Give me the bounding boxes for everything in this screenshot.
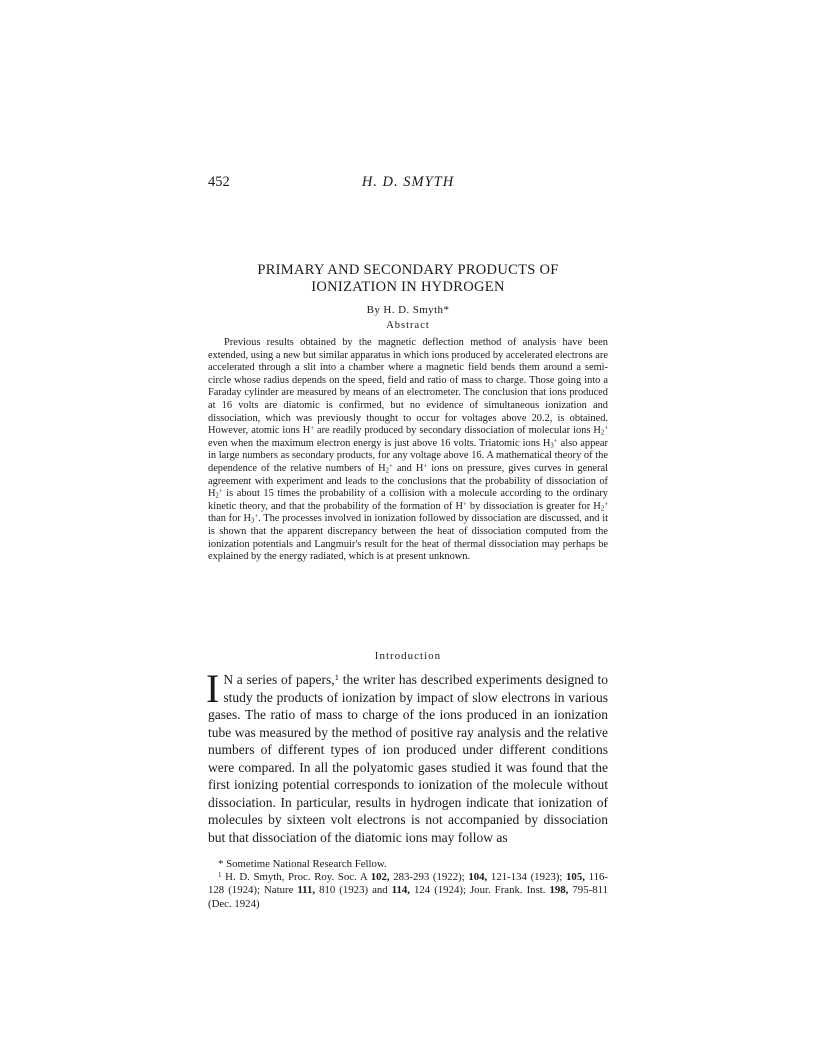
introduction-heading: Introduction	[374, 650, 442, 662]
running-head	[208, 174, 608, 192]
abstract-heading: Abstract	[386, 320, 430, 331]
abstract-text: Previous results obtained by the magnetic deflection method of analysis have been extended, using a new but similar apparatus in which ions produced by accelerated electrons are accelerated through a slit into a chamber where a magnetic field bends them around a semi-circle whose radius depends on the speed, field and ratio of mass to charge. Those going into a Faraday cylinder are measured by means of an electrometer. The conclusion that ions produced at 16 volts are diatomic is confirmed, but no evidence of simultaneous ionization and dissociation, which was previously thought to occur for voltages above 20.2, is obtained. However, atomic ions H+ are readily produced by secondary dissociation of molecular ions $H_2^+$ even when the maximum electron energy is just above 16 volts. Triatomic ions $H_3^+$ also appear in large numbers as secondary products, for any voltage above 16. A mathematical theory of the dependence of the relative numbers of $H_2^+$ and H+ ions on pressure, gives curves in general agreement with experiment and leads to the conclusions that the probability of dissociation of $H_2^+$ is about 15 times the probability of a collision with a molecule according to the ordinary kinetic theory, and that the probability of the formation of H+ by dissociation is greater for $H_2^+$ than for $H_3^+$. The processes involved in ionization followed by dissociation are discussed, and it is shown that the apparent discrepancy between the heat of dissociation computed from the ionization potentials and Langmuir's result for the heat of thermal dissociation may perhaps be explained by the energy radiated, which is at present unknown.	[208, 337, 609, 563]
article-title	[208, 262, 608, 295]
article-title-line-1: PRIMARY AND SECONDARY PRODUCTS OF	[257, 262, 559, 278]
footnote-star: * Sometime National Research Fellow.	[218, 858, 387, 870]
author-name: H. D. Smyth	[383, 304, 444, 316]
footnotes	[208, 858, 608, 911]
footnote-1: $^1$ H. D. Smyth, Proc. Roy. Soc. A 102, 283-293 (1922); 104, 121-134 (1923); 105, 116-128 (1924); Nature 111, 810 (1923) and 114, 124 (1924); Jour. Frank. Inst. 198, 795-811 (Dec. 1924)	[208, 871, 608, 910]
page-number: 452	[208, 174, 230, 190]
author-footnote-mark: *	[443, 304, 450, 316]
footnote-ref-1: 1	[334, 672, 339, 683]
drop-cap: I	[206, 666, 220, 711]
byline	[208, 304, 608, 317]
introduction-text: I N a series of papers,$^1$ the writer has described experiments designed to study the products of ionization by impact of slow electrons in various gases. The ratio of mass to charge of the ions produced in an ionization tube was measured by the method of positive ray analysis and the relative numbers of different types of ion produced under different conditions were compared. In all the polyatomic gases studied it was found that the first ionizing potential corresponds to ionization of the molecule without dissociation. In particular, results in hydrogen indicate that ionization of molecules by sixteen volt electrons is not accompanied by dissociation but that dissociation of the diatomic ions may follow as	[206, 666, 608, 845]
article-title-line-2: IONIZATION IN HYDROGEN	[311, 278, 505, 295]
byline-by: By	[366, 304, 381, 316]
running-head-title: H. D. SMYTH	[361, 174, 455, 190]
